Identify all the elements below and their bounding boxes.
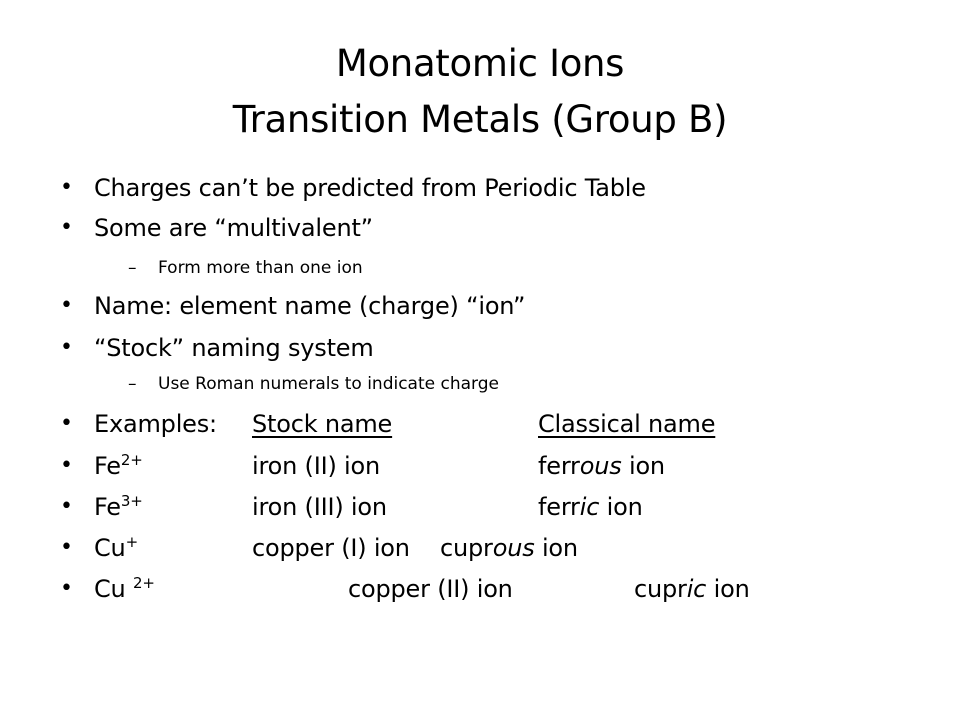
title-line-2: Transition Metals (Group B)	[232, 98, 728, 141]
ion-formula	[94, 530, 138, 566]
classical-root: cupr	[634, 575, 687, 603]
bullet-icon: •	[60, 411, 73, 436]
classical-suffix: ic	[579, 493, 600, 521]
bullet-text: “Stock” naming system	[94, 334, 374, 362]
classical-name	[538, 448, 665, 484]
stock-name: copper (I) ion	[252, 534, 410, 562]
bullet-icon: •	[60, 535, 73, 560]
classical-name	[634, 571, 750, 607]
classical-root: cupr	[440, 534, 493, 562]
ion-symbol: Fe	[94, 452, 121, 480]
stock-name: copper (II) ion	[348, 575, 513, 603]
bullet-icon: •	[60, 175, 73, 200]
classical-name-header: Classical name	[538, 410, 716, 438]
ion-charge: 3+	[120, 492, 143, 510]
bullet-text: Charges can’t be predicted from Periodic Table	[94, 174, 646, 202]
sub-bullet-text: Form more than one ion	[158, 258, 363, 278]
bullet-icon: •	[60, 453, 73, 478]
classical-suffix: ic	[686, 575, 707, 603]
ion-charge: 2+	[133, 574, 155, 592]
slide-title	[0, 36, 960, 148]
bullet-text: Some are “multivalent”	[94, 214, 373, 242]
ion-charge: +	[125, 533, 138, 551]
classical-suffix: ous	[579, 452, 622, 480]
dash-icon: –	[128, 258, 137, 278]
title-line-1: Monatomic Ions	[335, 42, 625, 85]
classical-root: ferr	[538, 452, 580, 480]
stock-name: iron (II) ion	[252, 452, 381, 480]
ion-formula	[94, 571, 155, 607]
classical-name	[538, 489, 643, 525]
classical-tail: ion	[534, 534, 578, 562]
bullet-text: Name: element name (charge) “ion”	[94, 292, 526, 320]
dash-icon: –	[128, 374, 137, 394]
ion-charge: 2+	[120, 451, 143, 469]
bullet-icon: •	[60, 293, 73, 318]
bullet-icon: •	[60, 335, 73, 360]
examples-label: Examples:	[94, 410, 217, 438]
sub-bullet-text: Use Roman numerals to indicate charge	[158, 374, 499, 394]
stock-name: iron (III) ion	[252, 493, 387, 521]
ion-symbol: Fe	[94, 493, 121, 521]
classical-suffix: ous	[492, 534, 535, 562]
bullet-icon: •	[60, 494, 73, 519]
classical-tail: ion	[621, 452, 665, 480]
bullet-icon: •	[60, 576, 73, 601]
stock-name-header: Stock name	[252, 410, 393, 438]
classical-tail: ion	[599, 493, 643, 521]
ion-formula	[94, 448, 143, 484]
ion-formula	[94, 489, 143, 525]
classical-root: ferr	[538, 493, 580, 521]
ion-symbol: Cu	[94, 534, 126, 562]
ion-symbol: Cu	[94, 575, 133, 603]
classical-tail: ion	[706, 575, 750, 603]
bullet-icon: •	[60, 215, 73, 240]
classical-name	[440, 530, 578, 566]
